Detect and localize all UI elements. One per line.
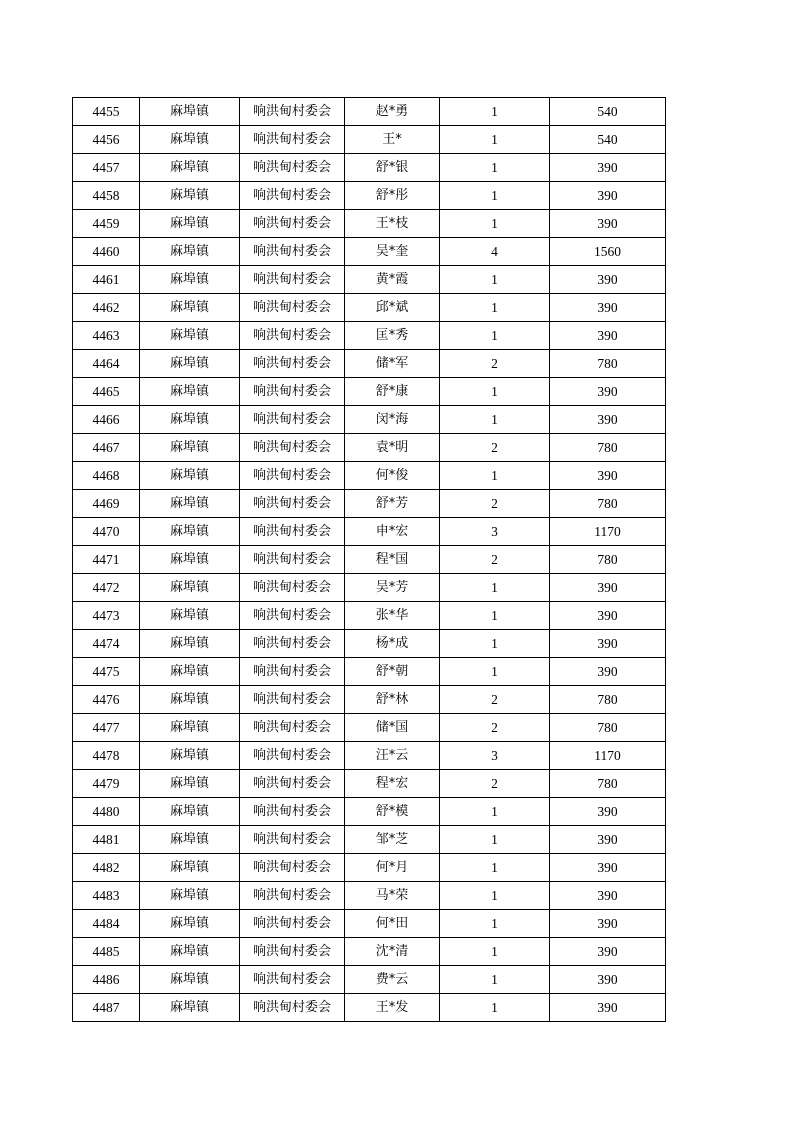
- table-row: [73, 714, 666, 742]
- row-index-cell: 4471: [73, 546, 140, 574]
- town-cell: 麻埠镇: [140, 742, 240, 770]
- table-body: [73, 98, 666, 1022]
- amount-cell: 780: [550, 434, 666, 462]
- name-cell: 申*宏: [345, 518, 440, 546]
- amount-cell: 390: [550, 630, 666, 658]
- count-cell: 1: [440, 182, 550, 210]
- village-committee-cell: 响洪甸村委会: [240, 406, 345, 434]
- village-committee-cell: 响洪甸村委会: [240, 742, 345, 770]
- subsidy-roster-table: [72, 97, 666, 1022]
- village-committee-cell: 响洪甸村委会: [240, 658, 345, 686]
- amount-cell: 390: [550, 994, 666, 1022]
- town-cell: 麻埠镇: [140, 910, 240, 938]
- count-cell: 1: [440, 658, 550, 686]
- table-row: [73, 994, 666, 1022]
- amount-cell: 540: [550, 98, 666, 126]
- amount-cell: 1170: [550, 518, 666, 546]
- row-index-cell: 4461: [73, 266, 140, 294]
- amount-cell: 390: [550, 182, 666, 210]
- table-row: [73, 406, 666, 434]
- amount-cell: 780: [550, 714, 666, 742]
- name-cell: 王*枝: [345, 210, 440, 238]
- name-cell: 何*田: [345, 910, 440, 938]
- amount-cell: 390: [550, 602, 666, 630]
- town-cell: 麻埠镇: [140, 770, 240, 798]
- row-index-cell: 4462: [73, 294, 140, 322]
- row-index-cell: 4479: [73, 770, 140, 798]
- name-cell: 舒*彤: [345, 182, 440, 210]
- village-committee-cell: 响洪甸村委会: [240, 854, 345, 882]
- name-cell: 程*宏: [345, 770, 440, 798]
- town-cell: 麻埠镇: [140, 182, 240, 210]
- amount-cell: 780: [550, 350, 666, 378]
- count-cell: 1: [440, 798, 550, 826]
- town-cell: 麻埠镇: [140, 518, 240, 546]
- town-cell: 麻埠镇: [140, 434, 240, 462]
- name-cell: 张*华: [345, 602, 440, 630]
- table-row: [73, 490, 666, 518]
- name-cell: 何*俊: [345, 462, 440, 490]
- table-row: [73, 910, 666, 938]
- village-committee-cell: 响洪甸村委会: [240, 462, 345, 490]
- document-table-container: [72, 97, 665, 1022]
- name-cell: 邱*斌: [345, 294, 440, 322]
- town-cell: 麻埠镇: [140, 966, 240, 994]
- town-cell: 麻埠镇: [140, 238, 240, 266]
- count-cell: 4: [440, 238, 550, 266]
- table-row: [73, 602, 666, 630]
- row-index-cell: 4470: [73, 518, 140, 546]
- count-cell: 1: [440, 574, 550, 602]
- count-cell: 1: [440, 602, 550, 630]
- village-committee-cell: 响洪甸村委会: [240, 602, 345, 630]
- town-cell: 麻埠镇: [140, 406, 240, 434]
- name-cell: 费*云: [345, 966, 440, 994]
- amount-cell: 390: [550, 154, 666, 182]
- count-cell: 1: [440, 406, 550, 434]
- amount-cell: 390: [550, 322, 666, 350]
- town-cell: 麻埠镇: [140, 294, 240, 322]
- village-committee-cell: 响洪甸村委会: [240, 266, 345, 294]
- table-row: [73, 294, 666, 322]
- town-cell: 麻埠镇: [140, 322, 240, 350]
- row-index-cell: 4468: [73, 462, 140, 490]
- table-row: [73, 882, 666, 910]
- count-cell: 2: [440, 546, 550, 574]
- amount-cell: 390: [550, 266, 666, 294]
- amount-cell: 780: [550, 770, 666, 798]
- town-cell: 麻埠镇: [140, 714, 240, 742]
- table-row: [73, 574, 666, 602]
- count-cell: 1: [440, 378, 550, 406]
- amount-cell: 390: [550, 910, 666, 938]
- count-cell: 2: [440, 770, 550, 798]
- village-committee-cell: 响洪甸村委会: [240, 434, 345, 462]
- amount-cell: 390: [550, 378, 666, 406]
- village-committee-cell: 响洪甸村委会: [240, 994, 345, 1022]
- table-row: [73, 462, 666, 490]
- town-cell: 麻埠镇: [140, 798, 240, 826]
- village-committee-cell: 响洪甸村委会: [240, 182, 345, 210]
- town-cell: 麻埠镇: [140, 854, 240, 882]
- village-committee-cell: 响洪甸村委会: [240, 574, 345, 602]
- table-row: [73, 742, 666, 770]
- village-committee-cell: 响洪甸村委会: [240, 294, 345, 322]
- row-index-cell: 4469: [73, 490, 140, 518]
- town-cell: 麻埠镇: [140, 938, 240, 966]
- amount-cell: 390: [550, 658, 666, 686]
- name-cell: 王*: [345, 126, 440, 154]
- row-index-cell: 4457: [73, 154, 140, 182]
- name-cell: 沈*清: [345, 938, 440, 966]
- count-cell: 1: [440, 882, 550, 910]
- amount-cell: 1170: [550, 742, 666, 770]
- amount-cell: 390: [550, 574, 666, 602]
- count-cell: 1: [440, 98, 550, 126]
- count-cell: 1: [440, 266, 550, 294]
- count-cell: 1: [440, 826, 550, 854]
- town-cell: 麻埠镇: [140, 154, 240, 182]
- count-cell: 1: [440, 294, 550, 322]
- name-cell: 程*国: [345, 546, 440, 574]
- row-index-cell: 4467: [73, 434, 140, 462]
- count-cell: 1: [440, 854, 550, 882]
- count-cell: 3: [440, 742, 550, 770]
- row-index-cell: 4487: [73, 994, 140, 1022]
- amount-cell: 1560: [550, 238, 666, 266]
- town-cell: 麻埠镇: [140, 882, 240, 910]
- table-row: [73, 770, 666, 798]
- village-committee-cell: 响洪甸村委会: [240, 546, 345, 574]
- count-cell: 1: [440, 154, 550, 182]
- town-cell: 麻埠镇: [140, 686, 240, 714]
- row-index-cell: 4485: [73, 938, 140, 966]
- amount-cell: 390: [550, 854, 666, 882]
- town-cell: 麻埠镇: [140, 826, 240, 854]
- amount-cell: 390: [550, 882, 666, 910]
- row-index-cell: 4456: [73, 126, 140, 154]
- table-row: [73, 434, 666, 462]
- count-cell: 2: [440, 686, 550, 714]
- table-row: [73, 658, 666, 686]
- name-cell: 黄*霞: [345, 266, 440, 294]
- row-index-cell: 4474: [73, 630, 140, 658]
- village-committee-cell: 响洪甸村委会: [240, 966, 345, 994]
- count-cell: 1: [440, 126, 550, 154]
- amount-cell: 390: [550, 294, 666, 322]
- name-cell: 杨*成: [345, 630, 440, 658]
- name-cell: 舒*康: [345, 378, 440, 406]
- town-cell: 麻埠镇: [140, 546, 240, 574]
- row-index-cell: 4476: [73, 686, 140, 714]
- name-cell: 闵*海: [345, 406, 440, 434]
- count-cell: 1: [440, 938, 550, 966]
- table-row: [73, 322, 666, 350]
- town-cell: 麻埠镇: [140, 350, 240, 378]
- village-committee-cell: 响洪甸村委会: [240, 882, 345, 910]
- row-index-cell: 4465: [73, 378, 140, 406]
- count-cell: 1: [440, 994, 550, 1022]
- row-index-cell: 4483: [73, 882, 140, 910]
- name-cell: 舒*银: [345, 154, 440, 182]
- table-row: [73, 518, 666, 546]
- count-cell: 1: [440, 630, 550, 658]
- village-committee-cell: 响洪甸村委会: [240, 770, 345, 798]
- town-cell: 麻埠镇: [140, 126, 240, 154]
- town-cell: 麻埠镇: [140, 994, 240, 1022]
- count-cell: 2: [440, 490, 550, 518]
- amount-cell: 390: [550, 406, 666, 434]
- row-index-cell: 4460: [73, 238, 140, 266]
- village-committee-cell: 响洪甸村委会: [240, 490, 345, 518]
- table-row: [73, 938, 666, 966]
- village-committee-cell: 响洪甸村委会: [240, 910, 345, 938]
- name-cell: 王*发: [345, 994, 440, 1022]
- town-cell: 麻埠镇: [140, 602, 240, 630]
- village-committee-cell: 响洪甸村委会: [240, 686, 345, 714]
- town-cell: 麻埠镇: [140, 210, 240, 238]
- village-committee-cell: 响洪甸村委会: [240, 350, 345, 378]
- town-cell: 麻埠镇: [140, 574, 240, 602]
- village-committee-cell: 响洪甸村委会: [240, 826, 345, 854]
- village-committee-cell: 响洪甸村委会: [240, 630, 345, 658]
- amount-cell: 780: [550, 686, 666, 714]
- town-cell: 麻埠镇: [140, 98, 240, 126]
- name-cell: 袁*明: [345, 434, 440, 462]
- amount-cell: 390: [550, 798, 666, 826]
- name-cell: 邹*芝: [345, 826, 440, 854]
- row-index-cell: 4466: [73, 406, 140, 434]
- table-row: [73, 210, 666, 238]
- table-row: [73, 126, 666, 154]
- town-cell: 麻埠镇: [140, 658, 240, 686]
- count-cell: 2: [440, 350, 550, 378]
- amount-cell: 780: [550, 546, 666, 574]
- count-cell: 2: [440, 714, 550, 742]
- village-committee-cell: 响洪甸村委会: [240, 126, 345, 154]
- row-index-cell: 4481: [73, 826, 140, 854]
- name-cell: 何*月: [345, 854, 440, 882]
- row-index-cell: 4477: [73, 714, 140, 742]
- table-row: [73, 854, 666, 882]
- row-index-cell: 4458: [73, 182, 140, 210]
- count-cell: 1: [440, 910, 550, 938]
- village-committee-cell: 响洪甸村委会: [240, 938, 345, 966]
- village-committee-cell: 响洪甸村委会: [240, 238, 345, 266]
- table-row: [73, 378, 666, 406]
- amount-cell: 540: [550, 126, 666, 154]
- table-row: [73, 154, 666, 182]
- name-cell: 储*军: [345, 350, 440, 378]
- town-cell: 麻埠镇: [140, 462, 240, 490]
- amount-cell: 390: [550, 210, 666, 238]
- town-cell: 麻埠镇: [140, 630, 240, 658]
- row-index-cell: 4473: [73, 602, 140, 630]
- table-row: [73, 182, 666, 210]
- amount-cell: 390: [550, 826, 666, 854]
- row-index-cell: 4459: [73, 210, 140, 238]
- row-index-cell: 4464: [73, 350, 140, 378]
- table-row: [73, 686, 666, 714]
- name-cell: 舒*朝: [345, 658, 440, 686]
- table-row: [73, 238, 666, 266]
- name-cell: 赵*勇: [345, 98, 440, 126]
- village-committee-cell: 响洪甸村委会: [240, 210, 345, 238]
- table-row: [73, 350, 666, 378]
- count-cell: 1: [440, 966, 550, 994]
- village-committee-cell: 响洪甸村委会: [240, 378, 345, 406]
- village-committee-cell: 响洪甸村委会: [240, 154, 345, 182]
- name-cell: 储*国: [345, 714, 440, 742]
- row-index-cell: 4480: [73, 798, 140, 826]
- row-index-cell: 4463: [73, 322, 140, 350]
- amount-cell: 390: [550, 966, 666, 994]
- row-index-cell: 4484: [73, 910, 140, 938]
- amount-cell: 390: [550, 462, 666, 490]
- table-row: [73, 798, 666, 826]
- amount-cell: 390: [550, 938, 666, 966]
- count-cell: 3: [440, 518, 550, 546]
- table-row: [73, 98, 666, 126]
- name-cell: 吴*芳: [345, 574, 440, 602]
- count-cell: 2: [440, 434, 550, 462]
- name-cell: 吴*奎: [345, 238, 440, 266]
- village-committee-cell: 响洪甸村委会: [240, 798, 345, 826]
- name-cell: 匡*秀: [345, 322, 440, 350]
- count-cell: 1: [440, 210, 550, 238]
- row-index-cell: 4482: [73, 854, 140, 882]
- name-cell: 舒*林: [345, 686, 440, 714]
- table-row: [73, 266, 666, 294]
- count-cell: 1: [440, 322, 550, 350]
- table-row: [73, 826, 666, 854]
- name-cell: 舒*芳: [345, 490, 440, 518]
- row-index-cell: 4475: [73, 658, 140, 686]
- village-committee-cell: 响洪甸村委会: [240, 714, 345, 742]
- village-committee-cell: 响洪甸村委会: [240, 518, 345, 546]
- town-cell: 麻埠镇: [140, 266, 240, 294]
- town-cell: 麻埠镇: [140, 378, 240, 406]
- town-cell: 麻埠镇: [140, 490, 240, 518]
- amount-cell: 780: [550, 490, 666, 518]
- row-index-cell: 4455: [73, 98, 140, 126]
- count-cell: 1: [440, 462, 550, 490]
- name-cell: 舒*模: [345, 798, 440, 826]
- name-cell: 马*荣: [345, 882, 440, 910]
- row-index-cell: 4472: [73, 574, 140, 602]
- row-index-cell: 4486: [73, 966, 140, 994]
- village-committee-cell: 响洪甸村委会: [240, 322, 345, 350]
- table-row: [73, 546, 666, 574]
- table-row: [73, 966, 666, 994]
- row-index-cell: 4478: [73, 742, 140, 770]
- name-cell: 汪*云: [345, 742, 440, 770]
- table-row: [73, 630, 666, 658]
- village-committee-cell: 响洪甸村委会: [240, 98, 345, 126]
